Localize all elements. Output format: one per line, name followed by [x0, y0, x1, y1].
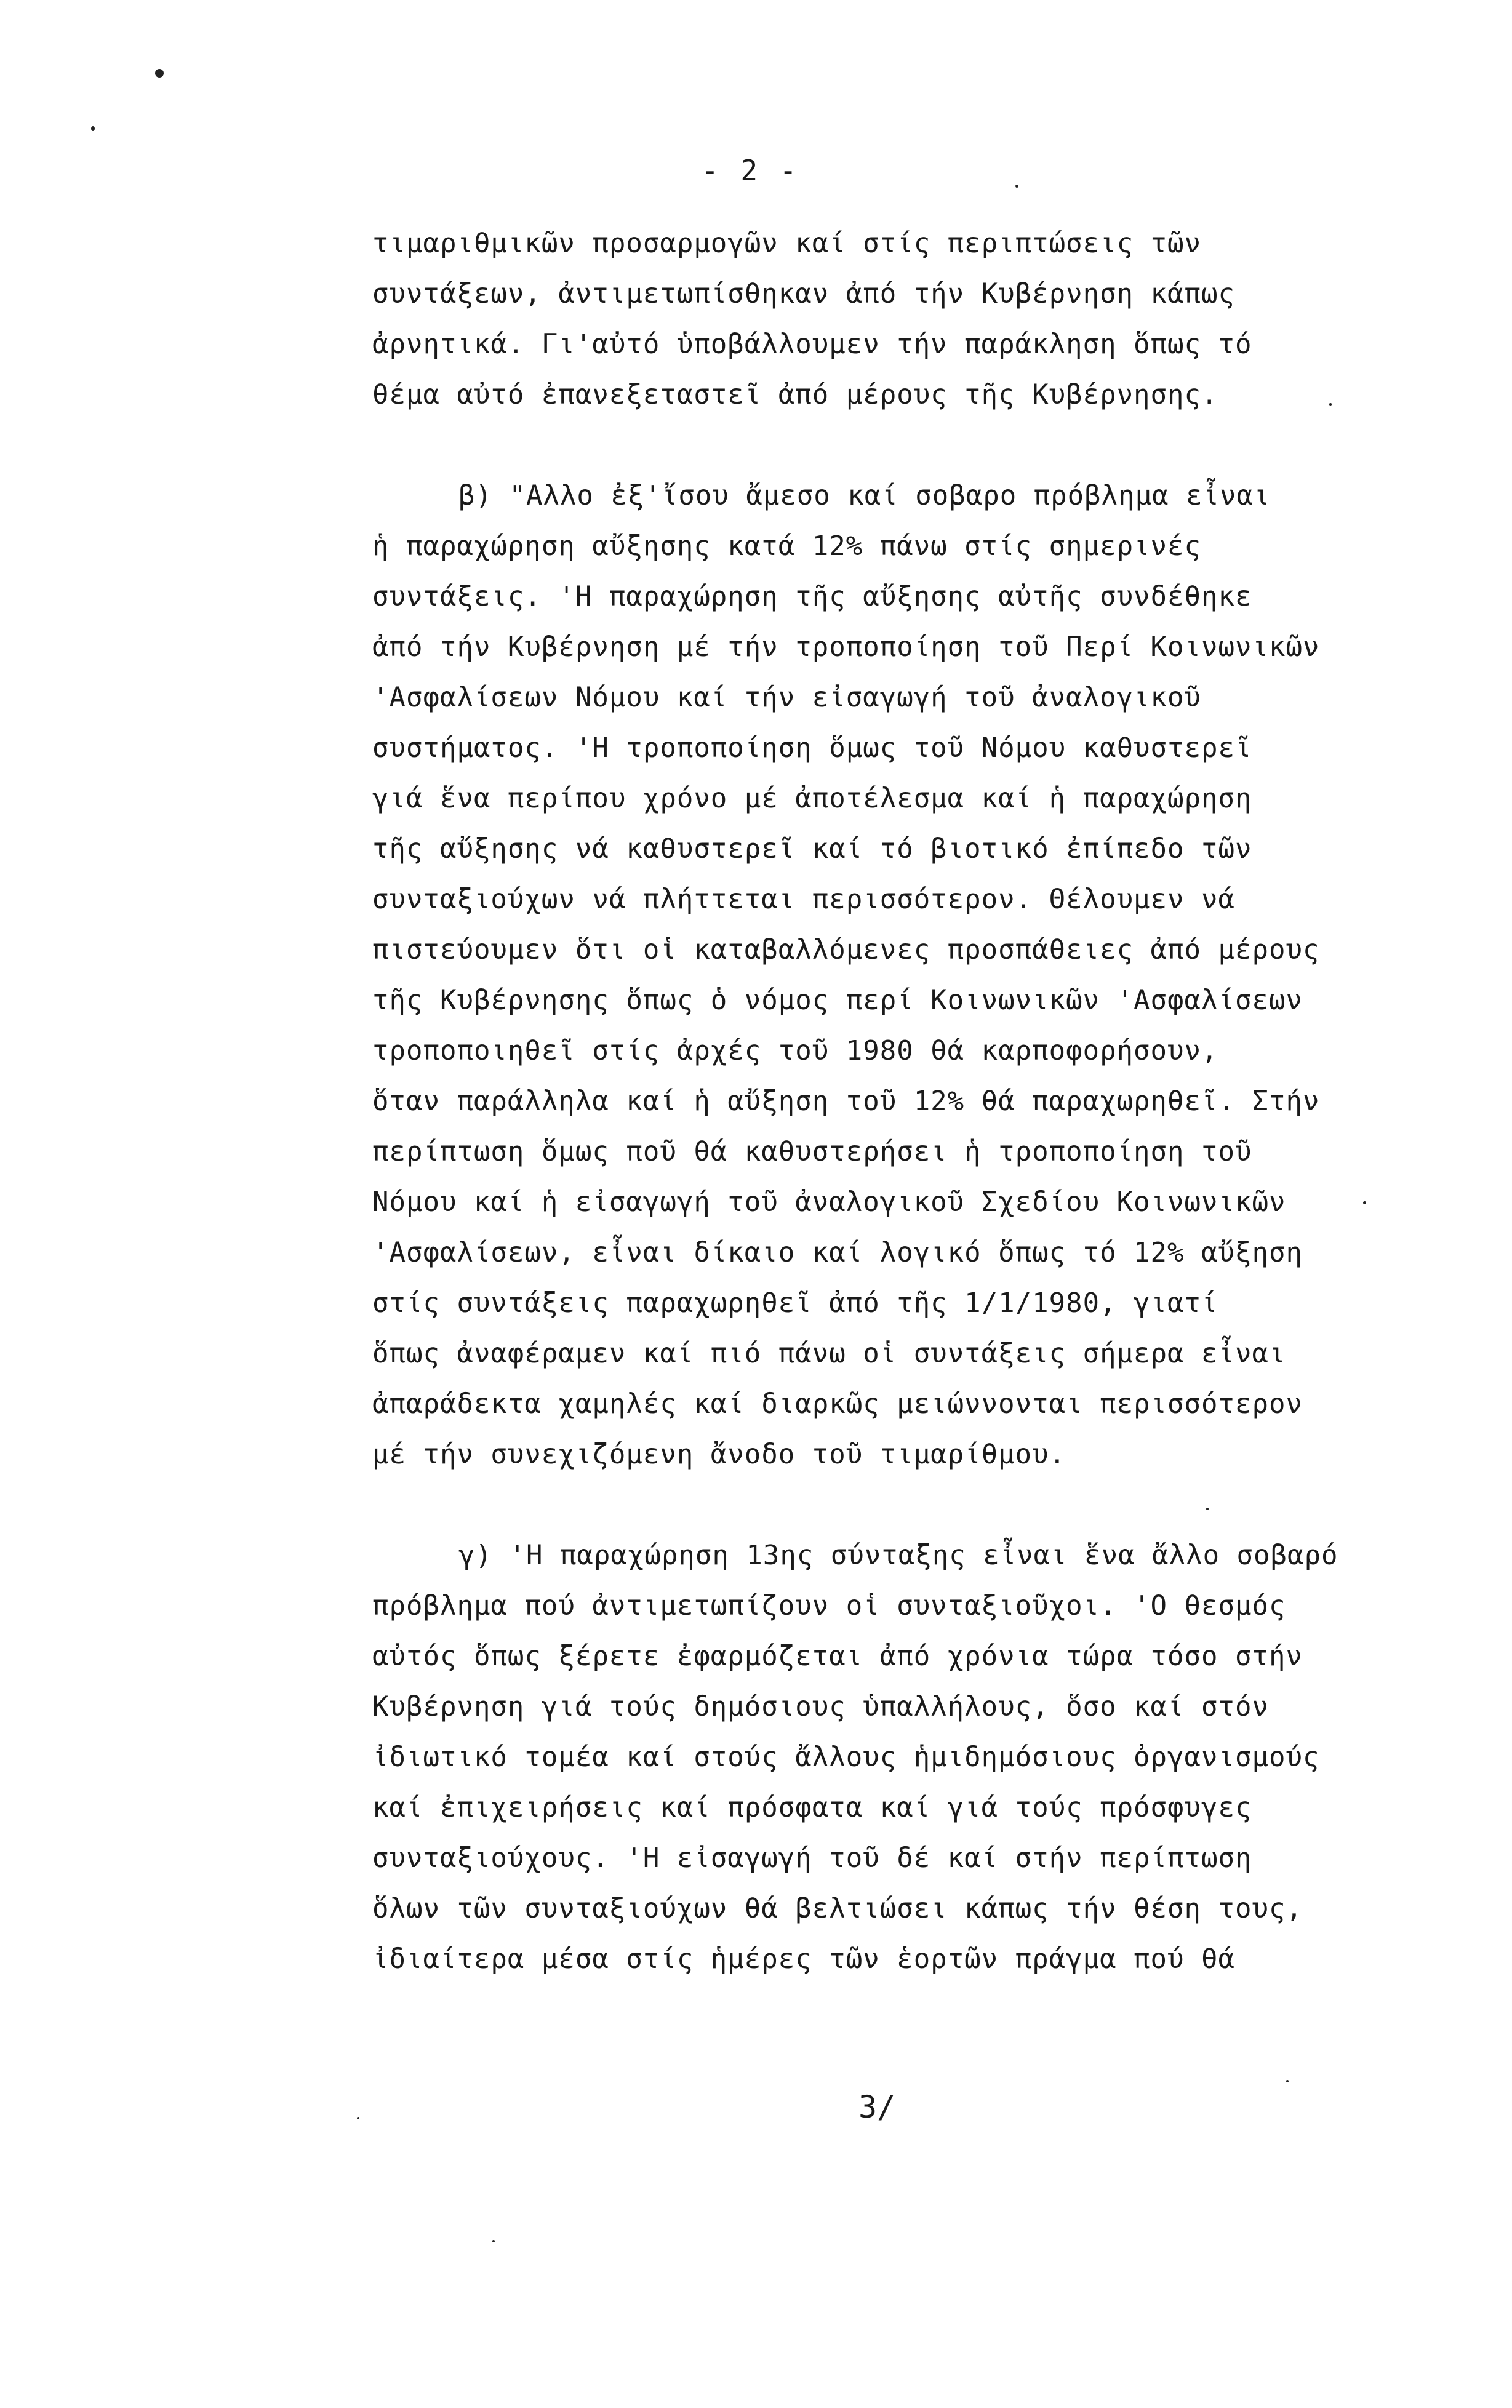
paragraph-gap	[372, 420, 1431, 471]
text-line: τροποποιηθεῖ στίς ἀρχές τοῦ 1980 θά καρποφορήσουν,	[372, 1035, 1218, 1066]
text-line: τιμαριθμικῶν προσαρμογῶν καί στίς περιπτώσεις τῶν	[372, 228, 1202, 259]
scan-speck	[1286, 2080, 1289, 2082]
continuation-mark: 3/	[858, 2089, 896, 2125]
text-line: 'Ασφαλίσεων, εἶναι δίκαιο καί λογικό ὅπως τό 12% αὔξηση	[372, 1237, 1303, 1268]
paragraph	[372, 218, 1431, 420]
text-line: ὅταν παράλληλα καί ἡ αὔξηση τοῦ 12% θά παραχωρηθεῖ. Στήν	[372, 1086, 1320, 1117]
text-line: ἰδιαίτερα μέσα στίς ἡμέρες τῶν ἑορτῶν πράγμα πού θά	[372, 1943, 1236, 1975]
text-line: αὐτός ὅπως ξέρετε ἐφαρμόζεται ἀπό χρόνια τώρα τόσο στήν	[372, 1641, 1303, 1672]
paragraph	[372, 1530, 1431, 1985]
text-line: ὅλων τῶν συνταξιούχων θά βελτιώσει κάπως τήν θέση τους,	[372, 1893, 1303, 1924]
text-line: ἰδιωτικό τομέα καί στούς ἄλλους ἡμιδημόσιους ὀργανισμούς	[372, 1742, 1320, 1773]
text-line: γιά ἕνα περίπου χρόνο μέ ἀποτέλεσμα καί ἡ παραχώρηση	[372, 783, 1252, 814]
text-line: γ) 'Η παραχώρηση 13ης σύνταξης εἶναι ἕνα ἄλλο σοβαρό	[458, 1540, 1338, 1571]
scan-speck	[357, 2117, 359, 2119]
text-line: συνταξιούχους. 'Η εἰσαγωγή τοῦ δέ καί στήν περίπτωση	[372, 1842, 1252, 1874]
text-line: ἀρνητικά. Γι'αὐτό ὑποβάλλουμεν τήν παράκληση ὅπως τό	[372, 329, 1252, 360]
text-line: συντάξεις. 'Η παραχώρηση τῆς αὔξησης αὐτῆς συνδέθηκε	[372, 581, 1252, 612]
text-line: συνταξιούχων νά πλήττεται περισσότερον. Θέλουμεν νά	[372, 884, 1236, 915]
text-line: τῆς Κυβέρνησης ὅπως ὁ νόμος περί Κοινωνικῶν 'Ασφαλίσεων	[372, 985, 1303, 1016]
text-line: Νόμου καί ἡ εἰσαγωγή τοῦ ἀναλογικοῦ Σχεδίου Κοινωνικῶν	[372, 1186, 1286, 1218]
text-line: μέ τήν συνεχιζόμενη ἄνοδο τοῦ τιμαρίθμου.	[372, 1439, 1066, 1470]
text-line: β) "Αλλο ἐξ'ἴσου ἄμεσο καί σοβαρο πρόβλημα εἶναι	[458, 480, 1271, 511]
scan-speck	[155, 69, 164, 78]
scan-speck	[91, 126, 95, 131]
scan-speck	[1015, 185, 1018, 188]
paragraph	[372, 471, 1431, 1480]
text-line: ἀπαράδεκτα χαμηλές καί διαρκῶς μειώννονται περισσότερον	[372, 1388, 1303, 1420]
text-line: τῆς αὔξησης νά καθυστερεῖ καί τό βιοτικό ἐπίπεδο τῶν	[372, 833, 1252, 865]
text-line: πρόβλημα πού ἀντιμετωπίζουν οἱ συνταξιοῦχοι. 'Ο θεσμός	[372, 1590, 1286, 1622]
text-line: 'Ασφαλίσεων Νόμου καί τήν εἰσαγωγή τοῦ ἀναλογικοῦ	[372, 682, 1202, 713]
text-line: Κυβέρνηση γιά τούς δημόσιους ὑπαλλήλους, ὅσο καί στόν	[372, 1691, 1269, 1722]
text-line: ἡ παραχώρηση αὔξησης κατά 12% πάνω στίς σημερινές	[372, 530, 1202, 562]
text-line: ὅπως ἀναφέραμεν καί πιό πάνω οἱ συντάξεις σήμερα εἶναι	[372, 1338, 1286, 1369]
text-line: περίπτωση ὅμως ποῦ θά καθυστερήσει ἡ τροποποίηση τοῦ	[372, 1136, 1252, 1167]
document-body	[372, 218, 1431, 1985]
text-line: θέμα αὐτό ἐπανεξεταστεῖ ἀπό μέρους τῆς Κυβέρνησης.	[372, 379, 1218, 410]
scan-speck	[492, 2240, 495, 2242]
text-line: πιστεύουμεν ὅτι οἱ καταβαλλόμενες προσπάθειες ἀπό μέρους	[372, 934, 1320, 966]
text-line: καί ἐπιχειρήσεις καί πρόσφατα καί γιά τούς πρόσφυγες	[372, 1792, 1252, 1823]
text-line: ἀπό τήν Κυβέρνηση μέ τήν τροποποίηση τοῦ Περί Κοινωνικῶν	[372, 631, 1320, 663]
text-line: στίς συντάξεις παραχωρηθεῖ ἀπό τῆς 1/1/1980, γιατί	[372, 1287, 1218, 1319]
text-line: συντάξεων, ἀντιμετωπίσθηκαν ἀπό τήν Κυβέρνηση κάπως	[372, 278, 1236, 310]
text-line: συστήματος. 'Η τροποποίηση ὅμως τοῦ Νόμου καθυστερεῖ	[372, 732, 1252, 764]
paragraph-gap	[372, 1480, 1431, 1530]
page-number: - 2 -	[702, 154, 799, 187]
